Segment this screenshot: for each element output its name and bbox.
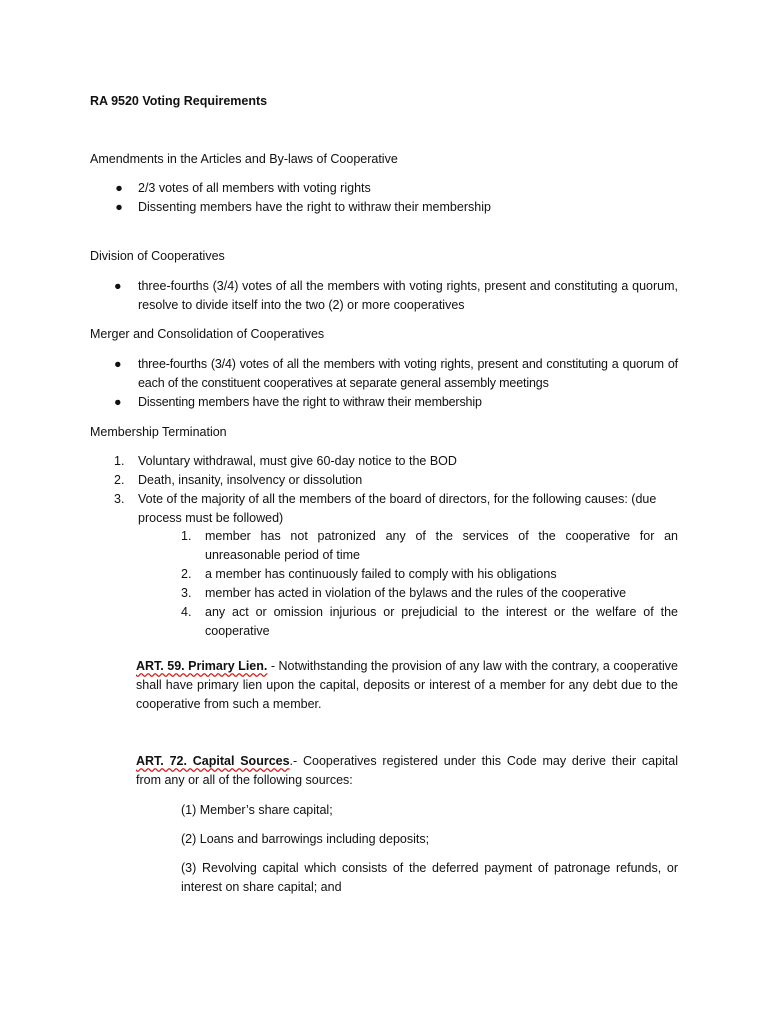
section-heading-division: Division of Cooperatives xyxy=(90,249,225,263)
capital-source-3: (3) Revolving capital which consists of the deferred payment of patronage refunds, or interest on share capital; and xyxy=(181,861,678,894)
bullet-icon: ● xyxy=(115,200,123,214)
list-item: 2. Death, insanity, insolvency or dissolution xyxy=(114,473,363,487)
art-72-body: .- Cooperatives registered under this Code may derive their capital from any or all of the following sources: xyxy=(136,754,678,787)
termination-causes-list xyxy=(181,527,678,641)
list-item: 3. Vote of the majority of all the members of the board of directors, for the following causes: (due process must be followed) xyxy=(114,492,657,525)
art-59-paragraph xyxy=(136,657,678,714)
list-item: 2. a member has continuously failed to comply with his obligations xyxy=(181,567,557,581)
art-72-heading: ART. 72. Capital Sources xyxy=(136,754,290,768)
bullet-icon: ● xyxy=(114,357,122,371)
bullet-icon: ● xyxy=(114,395,122,409)
art-72-paragraph xyxy=(136,752,678,790)
list-item: ● three-fourths (3/4) votes of all the members with voting rights, present and constituting a quorum of each of the constituent cooperatives at separate general assembly meetings xyxy=(114,357,678,390)
list-item: ● three-fourths (3/4) votes of all the members with voting rights, present and constituting a quorum, resolve to divide itself into the two (2) or more cooperatives xyxy=(114,279,678,312)
list-item: 4. any act or omission injurious or prejudicial to the interest or the welfare of the cooperative xyxy=(181,605,678,638)
merger-bullet-list xyxy=(114,355,678,412)
art-59-body: - Notwithstanding the provision of any law with the contrary, a cooperative shall have primary lien upon the capital, deposits or interest of a member for any debt due to the cooperative from such a member. xyxy=(136,659,678,711)
list-item: 1. member has not patronized any of the services of the cooperative for an unreasonable period of time xyxy=(181,529,678,562)
list-item: ● Dissenting members have the right to withraw their membership xyxy=(138,393,678,412)
list-item: 3. member has acted in violation of the bylaws and the rules of the cooperative xyxy=(181,586,627,600)
capital-source-1: (1) Member’s share capital; xyxy=(181,803,333,817)
section-heading-amendments: Amendments in the Articles and By-laws of Cooperative xyxy=(90,152,398,166)
list-item: 1. Voluntary withdrawal, must give 60-day notice to the BOD xyxy=(114,454,457,468)
section-heading-merger: Merger and Consolidation of Cooperatives xyxy=(90,327,325,341)
amendments-bullet-list xyxy=(115,179,678,217)
bullet-icon: ● xyxy=(115,181,123,195)
bullet-icon: ● xyxy=(114,279,122,293)
capital-source-2: (2) Loans and barrowings including deposits; xyxy=(181,832,430,846)
division-bullet-list xyxy=(114,277,678,315)
section-heading-termination: Membership Termination xyxy=(90,425,227,439)
page-title: RA 9520 Voting Requirements xyxy=(90,94,268,108)
art-59-heading: ART. 59. Primary Lien. xyxy=(136,659,268,673)
list-item: ● Dissenting members have the right to withraw their membership xyxy=(138,198,678,217)
list-item: ● 2/3 votes of all members with voting rights xyxy=(138,179,678,198)
termination-numbered-list xyxy=(114,452,678,528)
